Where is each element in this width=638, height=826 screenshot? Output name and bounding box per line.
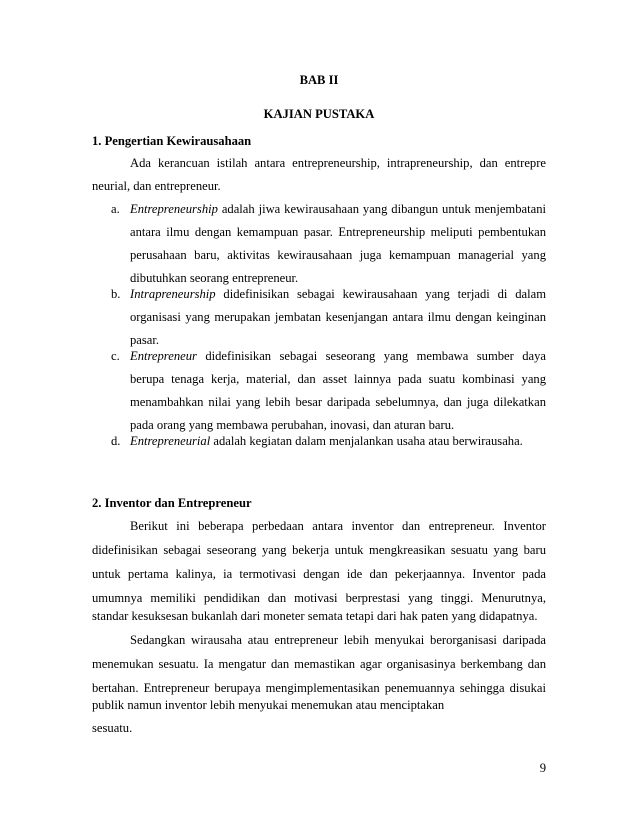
- list-item-b-line3: pasar.: [130, 333, 160, 347]
- section1-intro-line2: neurial, dan entrepreneur.: [92, 179, 221, 193]
- section2-para1-line3: untuk pertama kalinya, ia termotivasi dengan ide dan pekerjaannya. Inventor pada: [92, 567, 546, 581]
- section2-para2-line4: publik namun inventor lebih menyukai menemukan atau menciptakan: [92, 698, 445, 712]
- list-item-b-line1: Intrapreneurship didefinisikan sebagai kewirausahaan yang terjadi di dalam: [130, 287, 546, 301]
- section2-para1-line5: standar kesuksesan bukanlah dari moneter semata tetapi dari hak paten yang didapatnya.: [92, 609, 538, 623]
- list-item-c-line3: menambahkan nilai yang lebih besar daripada sebelumnya, dan juga dilekatkan: [130, 395, 546, 409]
- list-marker-b: b.: [111, 287, 121, 301]
- page-number: 9: [539, 761, 546, 775]
- section2-para2-line1: Sedangkan wirausaha atau entrepreneur lebih menyukai berorganisasi daripada: [130, 633, 546, 647]
- term-entrepreneurship: Entrepreneurship: [130, 202, 218, 216]
- chapter-title: KAJIAN PUSTAKA: [263, 107, 375, 121]
- chapter-label: BAB II: [299, 73, 339, 87]
- section2-para1-line1: Berikut ini beberapa perbedaan antara inventor dan entrepreneur. Inventor: [130, 519, 546, 533]
- term-entrepreneurial: Entrepreneurial: [130, 434, 211, 448]
- list-marker-d: d.: [111, 434, 121, 448]
- term-intrapreneurship: Intrapreneurship: [130, 287, 216, 301]
- term-entrepreneur: Entrepreneur: [130, 349, 197, 363]
- section2-para1-line2: didefinisikan sebagai seseorang yang bekerja untuk mengkreasikan sesuatu yang baru: [92, 543, 546, 557]
- section2-para2-line3: bertahan. Entrepreneur berupaya mengimplementasikan penemuannya sehingga disukai: [92, 681, 546, 695]
- list-item-a-line1: Entrepreneurship adalah jiwa kewirausahaan yang dibangun untuk menjembatani: [130, 202, 546, 216]
- section1-heading: 1. Pengertian Kewirausahaan: [92, 134, 252, 148]
- section2-para2-line2: menemukan sesuatu. Ia mengatur dan memastikan agar organisasinya berkembang dan: [92, 657, 546, 671]
- list-item-b-line2: organisasi yang merupakan jembatan kesenjangan antara ilmu dengan keinginan: [130, 310, 546, 324]
- list-item-a-line2: antara ilmu dengan kemampuan pasar. Entrepreneurship meliputi pembentukan: [130, 225, 546, 239]
- list-marker-a: a.: [111, 202, 120, 216]
- section1-intro-line1: Ada kerancuan istilah antara entrepreneurship, intrapreneurship, dan entrepre: [130, 156, 546, 170]
- section2-para2-line5: sesuatu.: [92, 721, 133, 735]
- list-item-a-line4: dibutuhkan seorang entrepreneur.: [130, 271, 299, 285]
- list-item-c-line1: Entrepreneur didefinisikan sebagai seseorang yang membawa sumber daya: [130, 349, 546, 363]
- list-item-c-line4: pada orang yang membawa perubahan, inovasi, dan aturan baru.: [130, 418, 455, 432]
- list-item-d-line1: Entrepreneurial adalah kegiatan dalam menjalankan usaha atau berwirausaha.: [130, 434, 523, 448]
- section2-para1-line4: umumnya memiliki pendidikan dan motivasi berprestasi yang tinggi. Menurutnya,: [92, 591, 546, 605]
- section2-heading: 2. Inventor dan Entrepreneur: [92, 496, 252, 510]
- list-item-a-line3: perusahaan baru, aktivitas kewirausahaan juga kemampuan managerial yang: [130, 248, 546, 262]
- list-item-c-line2: berupa tenaga kerja, material, dan asset lainnya pada suatu kombinasi yang: [130, 372, 546, 386]
- list-marker-c: c.: [111, 349, 120, 363]
